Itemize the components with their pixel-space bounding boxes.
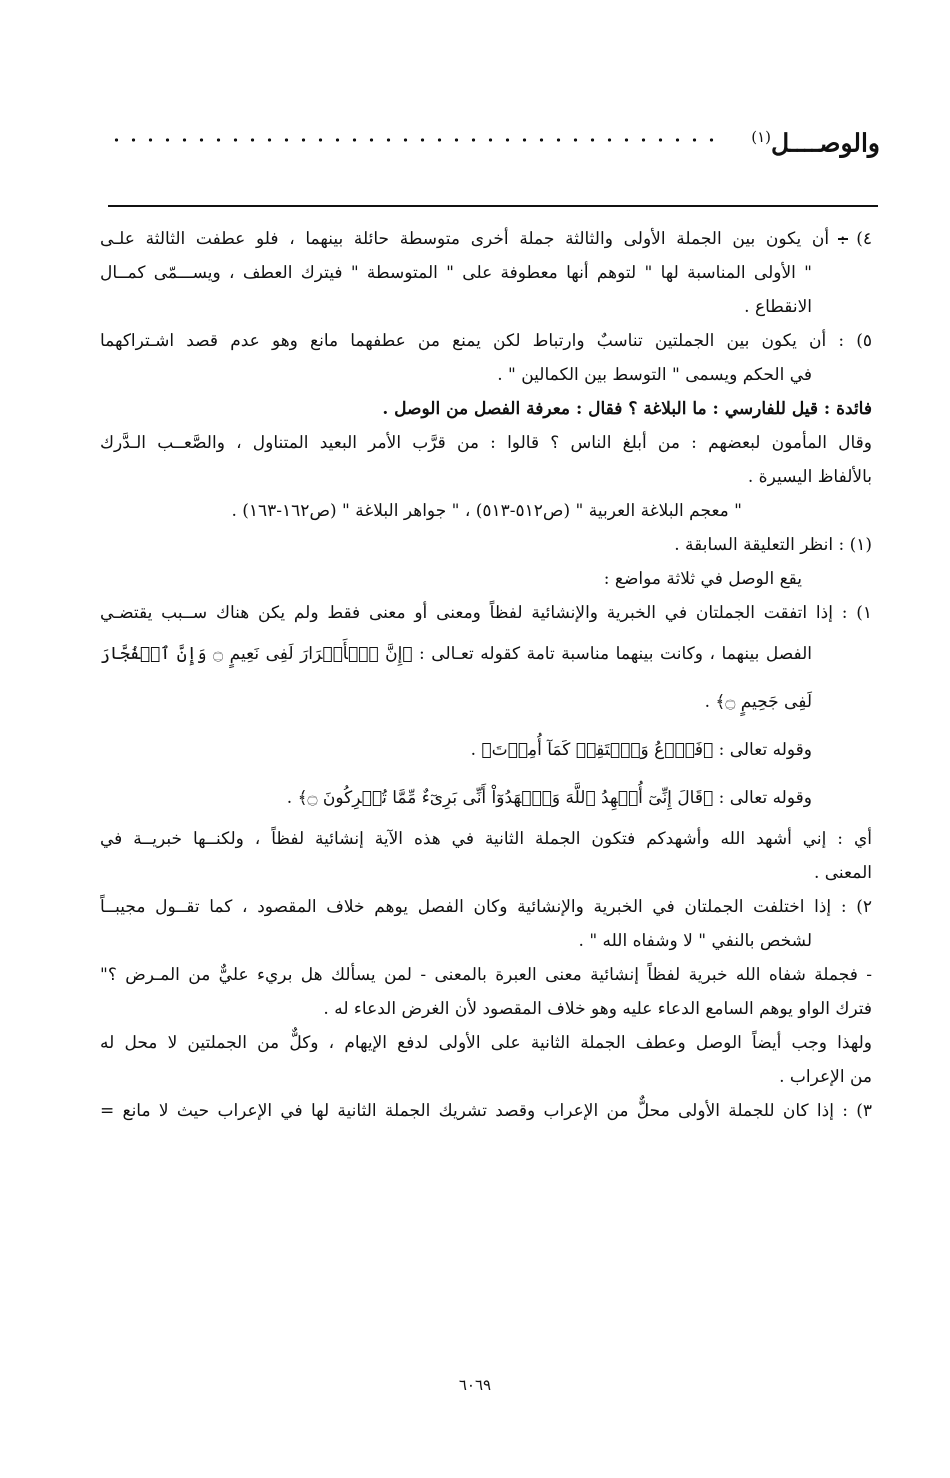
text-line: ١) : إذا اتفقت الجملتان في الخبرية والإنشائية لفظاً ومعنى أو معنى فقط ولم يكن هناك ســبب يقتضـي: [100, 603, 872, 623]
text-line: ٣) : إذا كان للجملة الأولى محلٌّ من الإعراب وقصد تشريك الجملة الثانية لها في الإعراب حيث لا مانع =: [100, 1101, 872, 1121]
page-number: ٦٠٦٩: [458, 1376, 492, 1394]
footnote-line: (١) : انظر التعليقة السابقة .: [674, 535, 872, 555]
text-line: المعنى .: [813, 863, 872, 883]
text-line: ٤) : أن يكون بين الجملة الأولى والثالثة جملة أخرى متوسطة حائلة بينهما ، فلو عطفت الثالثة علـى: [100, 229, 872, 249]
quran-verse-line: وقوله تعالى : ﴿فَٱدۡعُ وَٱسۡتَقِمۡ كَمَآ أُمِرۡتَ﴾ .: [470, 740, 812, 760]
header-title: [751, 128, 880, 157]
text-line: فترك الواو يوهم السامع الدعاء عليه وهو خلاف المقصود لأن الغرض الدعاء له .: [323, 999, 872, 1019]
quran-verse-line: الفصل بينهما ، وكانت بينهما مناسبة تامة كقوله تعـالى : ﴿إِنَّ ٱلۡأَبۡرَارَ لَفِى نَعِيمٍ ۝ وَإِنَّ ٱلۡفُجَّارَ: [100, 644, 813, 664]
header-dotted-leader: [108, 138, 718, 142]
footnote-mark: (١): [751, 128, 771, 146]
page-header: [108, 128, 880, 168]
text-line: الانقطاع .: [744, 297, 812, 317]
text-line: " الأولى المناسبة لها " لتوهم أنها معطوفة على " المتوسطة " فيترك العطف ، ويســـمّى كمــال: [100, 263, 812, 283]
text-line: وقال المأمون لبعضهم : من أبلغ الناس ؟ قالوا : من قرَّب الأمر البعيد المتناول ، والصَّعــب الـدَّرك: [100, 433, 872, 453]
text-line: أي : إني أشهد الله وأشهدكم فتكون الجملة الثانية في هذه الآية إنشائية لفظاً ، ولكنــها خبريــة في: [100, 829, 872, 849]
text-line: بالألفاظ اليسيرة .: [747, 467, 872, 487]
text-line: ٥) : أن يكون بين الجملتين تناسبٌ وارتباط لكن يمنع من عطفهما مانع وهو عدم قصد اشـتراكهما: [100, 331, 872, 351]
header-title-text: والوصــــل: [770, 128, 880, 158]
text-line: ٢) : إذا اختلفت الجملتان في الخبرية والإنشائية وكان الفصل يوهم خلاف المقصود ، كما تقــول مجيبــاً: [100, 897, 872, 917]
text-line: في الحكم ويسمى " التوسط بين الكمالين " .: [497, 365, 812, 385]
header-rule: [108, 205, 878, 207]
quran-verse-line: لَفِى جَحِيمٍ ۝﴾ .: [704, 692, 812, 712]
text-line: ولهذا وجب أيضاً الوصل وعطف الجملة الثانية على الأولى لدفع الإيهام ، وكلٌّ من الجملتين لا محل له: [100, 1033, 872, 1053]
text-line: " معجم البلاغة العربية " (ص٥١٢-٥١٣) ، " جواهر البلاغة " (ص١٦٢-١٦٣) .: [231, 501, 742, 521]
text-line: فائدة : قيل للفارسي : ما البلاغة ؟ فقال : معرفة الفصل من الوصل .: [382, 399, 872, 419]
text-line: يقع الوصل في ثلاثة مواضع :: [603, 569, 802, 589]
page-body: [100, 222, 872, 1128]
quran-verse-line: وقوله تعالى : ﴿قَالَ إِنِّىٓ أُشۡهِدُ ٱللَّهَ وَٱشۡهَدُوٓاْ أَنِّى بَرِىٓءٌ مِّمَّا تُشۡرِكُونَ ۝﴾ .: [286, 788, 812, 808]
text-line: من الإعراب .: [779, 1067, 872, 1087]
text-line: - فجملة شفاه الله خبرية لفظاً إنشائية معنى العبرة بالمعنى - لمن يسألك هل بريء عليٌّ من المـرض ؟": [100, 965, 872, 985]
text-line: لشخص بالنفي " لا وشفاه الله " .: [578, 931, 812, 951]
